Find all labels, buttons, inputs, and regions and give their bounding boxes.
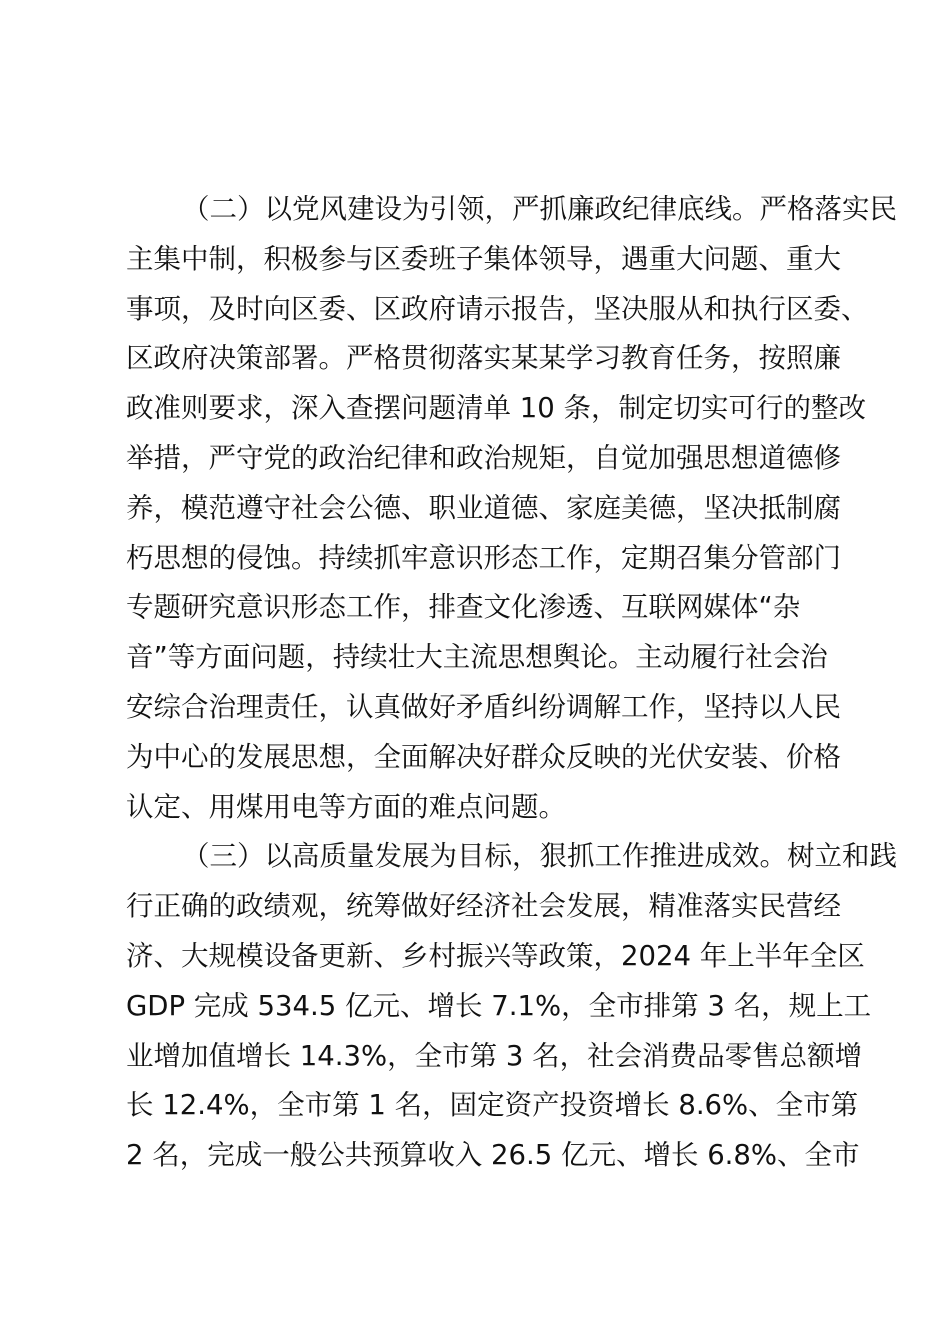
text-line: 事项，及时向区委、区政府请示报告，坚决服从和执行区委、 — [126, 292, 869, 325]
text-line: 音”等方面问题，持续壮大主流思想舆论。主动履行社会治 — [126, 641, 828, 674]
text-line: GDP 完成 534.5 亿元、增长 7.1%，全市排第 3 名，规上工 — [126, 989, 872, 1022]
text-line: 朽思想的侵蚀。持续抓牢意识形态工作，定期召集分管部门 — [126, 541, 841, 574]
text-line: 为中心的发展思想，全面解决好群众反映的光伏安装、价格 — [126, 740, 841, 773]
text-line: 业增加值增长 14.3%，全市第 3 名，社会消费品零售总额增 — [126, 1039, 863, 1072]
body-text — [126, 185, 897, 1181]
text-line: 2 名，完成一般公共预算收入 26.5 亿元、增长 6.8%、全市 — [126, 1139, 860, 1172]
text-line: 区政府决策部署。严格贯彻落实某某学习教育任务，按照廉 — [126, 342, 841, 375]
text-line: 专题研究意识形态工作，排查文化渗透、互联网媒体“杂 — [126, 591, 801, 624]
text-line: 举措，严守党的政治纪律和政治规矩，自觉加强思想道德修 — [126, 441, 841, 474]
text-line: 政准则要求，深入查摆问题清单 10 条，制定切实可行的整改 — [126, 392, 866, 425]
paragraph-2-heading-line: （二）以党风建设为引领，严抓廉政纪律底线。严格落实民 — [182, 193, 897, 225]
text-line: 长 12.4%，全市第 1 名，固定资产投资增长 8.6%、全市第 — [126, 1089, 859, 1122]
text-line: 安综合治理责任，认真做好矛盾纠纷调解工作，坚持以人民 — [126, 690, 841, 723]
text-line: 主集中制，积极参与区委班子集体领导，遇重大问题、重大 — [126, 242, 841, 275]
text-line: 养，模范遵守社会公德、职业道德、家庭美德，坚决抵制腐 — [126, 491, 841, 524]
text-line: 济、大规模设备更新、乡村振兴等政策，2024 年上半年全区 — [126, 939, 865, 972]
text-line: 认定、用煤用电等方面的难点问题。 — [126, 790, 566, 823]
text-line: 行正确的政绩观，统筹做好经济社会发展，精准落实民营经 — [126, 890, 841, 923]
paragraph-3-heading-line: （三）以高质量发展为目标，狠抓工作推进成效。树立和践 — [182, 840, 897, 873]
